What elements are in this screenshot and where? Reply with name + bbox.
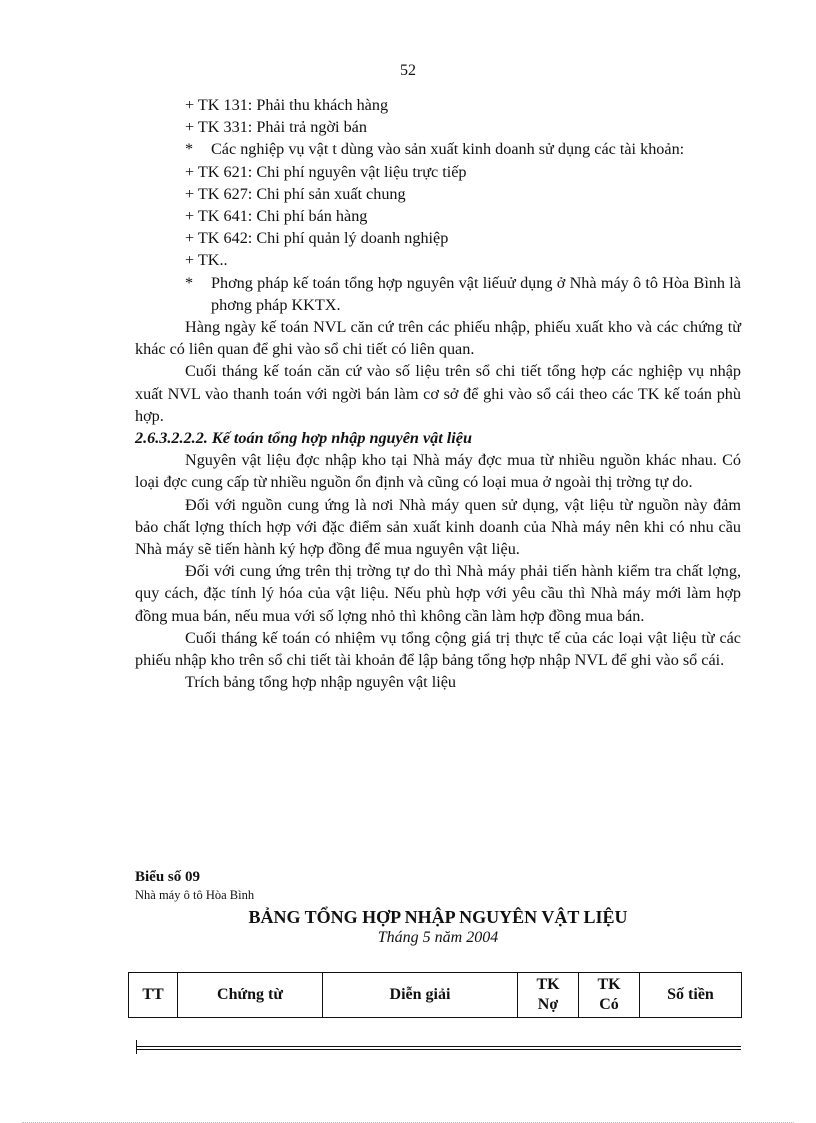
paragraph: Trích bảng tổng hợp nhập nguyên vật liệu bbox=[185, 673, 456, 692]
page-number: 52 bbox=[400, 62, 416, 79]
double-rule-top bbox=[136, 1046, 741, 1047]
note-item bbox=[135, 138, 741, 160]
paragraph: Hàng ngày kế toán NVL căn cứ trên các phiếu nhập, phiếu xuất kho và các chứng từ khác có liên quan để ghi vào sổ chi tiết có liên quan. bbox=[135, 318, 741, 359]
paragraph: Cuối tháng kế toán căn cứ vào số liệu trên sổ chi tiết tổng hợp các nghiệp vụ nhập xuất NVL vào thanh toán với ngời bán làm cơ sở để ghi vào sổ cái theo các TK kế toán phù hợp. bbox=[135, 362, 741, 425]
account-line: + TK.. bbox=[185, 251, 228, 270]
paragraph: Đối với nguồn cung ứng là nơi Nhà máy quen sử dụng, vật liệu từ nguồn này đảm bảo chất lợng thích hợp với đặc điểm sản xuất kinh doanh của Nhà máy nên khi có nhu cầu Nhà máy sẽ tiến hành ký hợp đồng để mua nguyên vật liệu. bbox=[135, 495, 741, 559]
form-header bbox=[135, 867, 741, 947]
header-voucher: Chứng từ bbox=[178, 973, 323, 1018]
table-title: BẢNG TỔNG HỢP NHẬP NGUYÊN VẬT LIỆU bbox=[248, 907, 628, 927]
debit-tk: TK bbox=[536, 976, 560, 993]
header-tt: TT bbox=[129, 973, 178, 1018]
paragraph: Nguyên vật liệu đợc nhập kho tại Nhà máy đợc mua từ nhiều nguồn khác nhau. Có loại đợc cung cấp từ nhiều nguồn ổn định và cũng có loại mua ở ngoài thị trờng tự do. bbox=[135, 451, 741, 492]
paragraph: Đối với cung ứng trên thị trờng tự do thì Nhà máy phải tiến hành kiểm tra chất lợng, quy cách, đặc tính lý hóa của vật liệu. Nếu phù hợp với yêu cầu thì Nhà máy mới làm hợp đồng mua bán, nếu mua với số lợng nhỏ thì không cần làm hợp đồng mua bán. bbox=[135, 562, 741, 625]
account-line: + TK 331: Phải trả ngời bán bbox=[185, 118, 367, 137]
table-header-row bbox=[129, 973, 742, 1018]
header-debit-account bbox=[518, 973, 579, 1018]
account-line: + TK 621: Chi phí nguyên vật liệu trực tiếp bbox=[185, 162, 467, 181]
account-line: + TK 641: Chi phí bán hàng bbox=[185, 207, 368, 226]
account-line: + TK 642: Chi phí quản lý doanh nghiệp bbox=[185, 229, 449, 248]
paragraph: Cuối tháng kế toán có nhiệm vụ tổng cộng giá trị thực tế của các loại vật liệu từ các phiếu nhập kho trên sổ chi tiết tài khoản để lập bảng tổng hợp nhập NVL để ghi vào sổ cái. bbox=[135, 628, 741, 670]
credit-co: Có bbox=[599, 996, 619, 1013]
body-text bbox=[135, 94, 741, 693]
asterisk-bullet: * bbox=[185, 140, 194, 159]
note-text: Các nghiệp vụ vật t dùng vào sản xuất kinh doanh sử dụng các tài khoản: bbox=[211, 140, 685, 159]
double-rule-bottom bbox=[136, 1049, 741, 1050]
organization-name: Nhà máy ô tô Hòa Bình bbox=[135, 888, 255, 902]
asterisk-bullet: * bbox=[185, 273, 194, 292]
summary-table bbox=[128, 972, 742, 1018]
header-amount: Số tiền bbox=[640, 973, 742, 1018]
credit-tk: TK bbox=[597, 976, 621, 993]
account-line: + TK 131: Phải thu khách hàng bbox=[185, 96, 389, 114]
section-heading: 2.6.3.2.2.2. Kế toán tổng hợp nhập nguyên vật liệu bbox=[135, 429, 472, 448]
rule-tick bbox=[136, 1040, 137, 1054]
header-description: Diễn giải bbox=[323, 973, 518, 1018]
form-label: Biểu số 09 bbox=[135, 869, 201, 885]
note-text: Phơng pháp kế toán tổng hợp nguyên vật liếuử dụng ở Nhà máy ô tô Hòa Bình là phơng pháp KKTX. bbox=[211, 273, 741, 314]
table-subtitle: Tháng 5 năm 2004 bbox=[377, 929, 499, 946]
debit-no: Nợ bbox=[537, 996, 559, 1013]
note-item bbox=[135, 272, 741, 316]
header-credit-account bbox=[579, 973, 640, 1018]
account-line: + TK 627: Chi phí sản xuất chung bbox=[185, 184, 406, 203]
